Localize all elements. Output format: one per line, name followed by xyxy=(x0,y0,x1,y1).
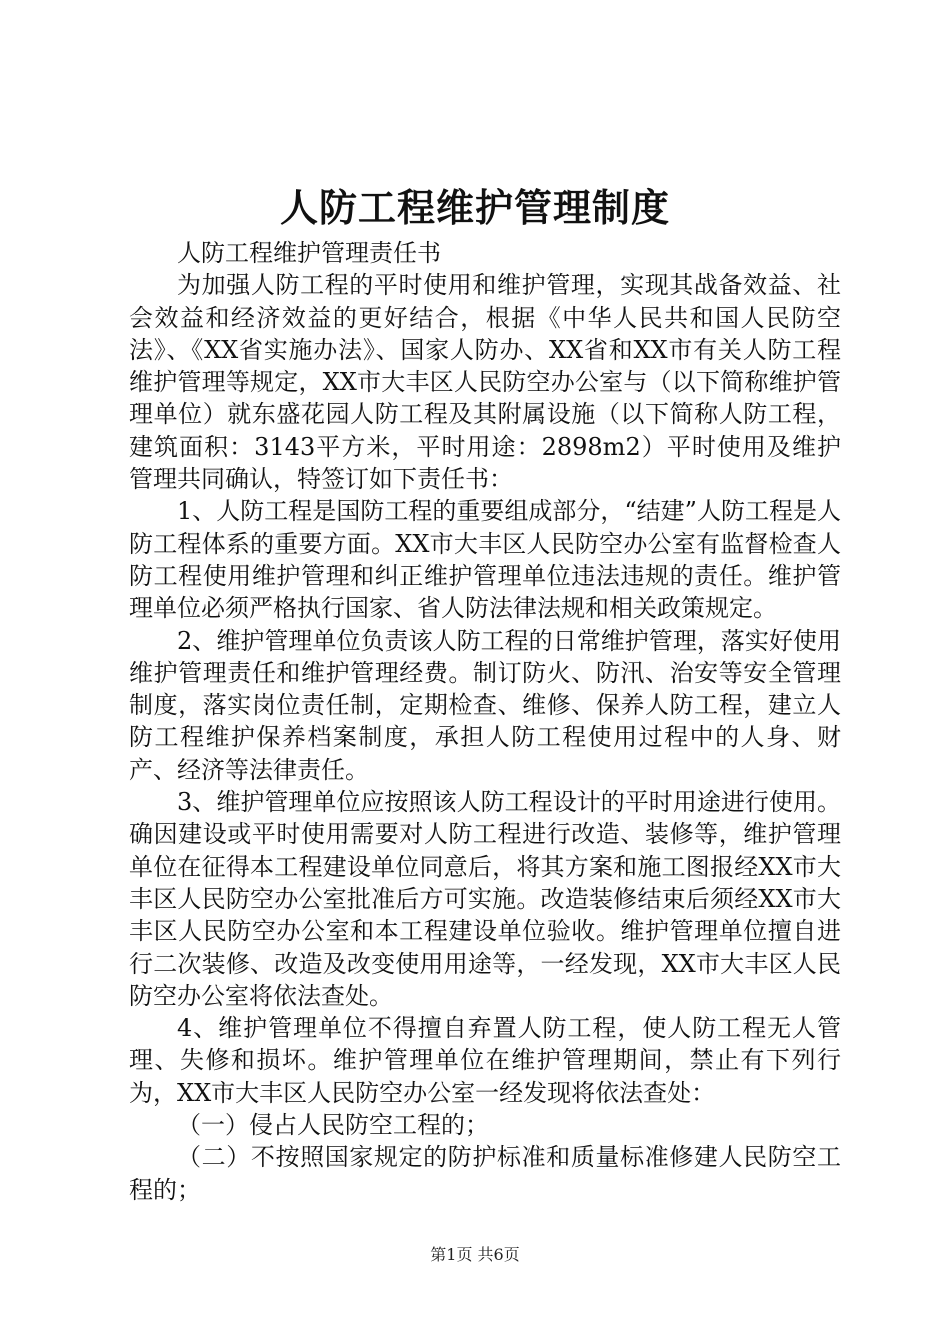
sub-item-1-paragraph: （一）侵占人民防空工程的； xyxy=(177,1111,489,1140)
intro-paragraph: 为加强人防工程的平时使用和维护管理，实现其战备效益、社会效益和经济效益的更好结合，根据《中华人民共和国人民防空法》、《XX省实施办法》、国家人防办、XX省和XX市有关人防工程维护管理等规定，XX市大丰区人民防空办公室与（以下简称维护管理单位）就东盛花园人防工程及其附属设施（以下简称人防工程，建筑面积：3143平方米，平时用途：2898m2）平时使用及维护管理共同确认，特签订如下责任书： xyxy=(129,271,841,494)
clause-4-paragraph: 4、维护管理单位不得擅自弃置人防工程，使人防工程无人管理、失修和损坏。维护管理单位在维护管理期间，禁止有下列行为，XX市大丰区人民防空办公室一经发现将依法查处： xyxy=(129,1014,841,1107)
page-footer: 第1页 共6页 xyxy=(430,1245,520,1264)
document-body xyxy=(129,237,841,1206)
document-title: 人防工程维护管理制度 xyxy=(279,185,670,230)
subtitle-paragraph: 人防工程维护管理责任书 xyxy=(177,239,441,267)
clause-2-paragraph: 2、维护管理单位负责该人防工程的日常维护管理，落实好使用维护管理责任和维护管理经费。制订防火、防汛、治安等安全管理制度，落实岗位责任制，定期检查、维修、保养人防工程，建立人防工程维护保养档案制度，承担人防工程使用过程中的人身、财产、经济等法律责任。 xyxy=(129,626,841,784)
clause-3-paragraph: 3、维护管理单位应按照该人防工程设计的平时用途进行使用。确因建设或平时使用需要对人防工程进行改造、装修等，维护管理单位在征得本工程建设单位同意后，将其方案和施工图报经XX市大丰区人民防空办公室批准后方可实施。改造装修结束后须经XX市大丰区人民防空办公室和本工程建设单位验收。维护管理单位擅自进行二次装修、改造及改变使用用途等，一经发现，XX市大丰区人民防空办公室将依法查处。 xyxy=(129,788,841,1010)
clause-1-paragraph: 1、人防工程是国防工程的重要组成部分，“结建”人防工程是人防工程体系的重要方面。XX市大丰区人民防空办公室有监督检查人防工程使用维护管理和纠正维护管理单位违法违规的责任。维护管理单位必须严格执行国家、省人防法律法规和相关政策规定。 xyxy=(129,497,841,623)
sub-item-2-paragraph: （二）不按照国家规定的防护标准和质量标准修建人民防空工程的； xyxy=(129,1143,841,1204)
